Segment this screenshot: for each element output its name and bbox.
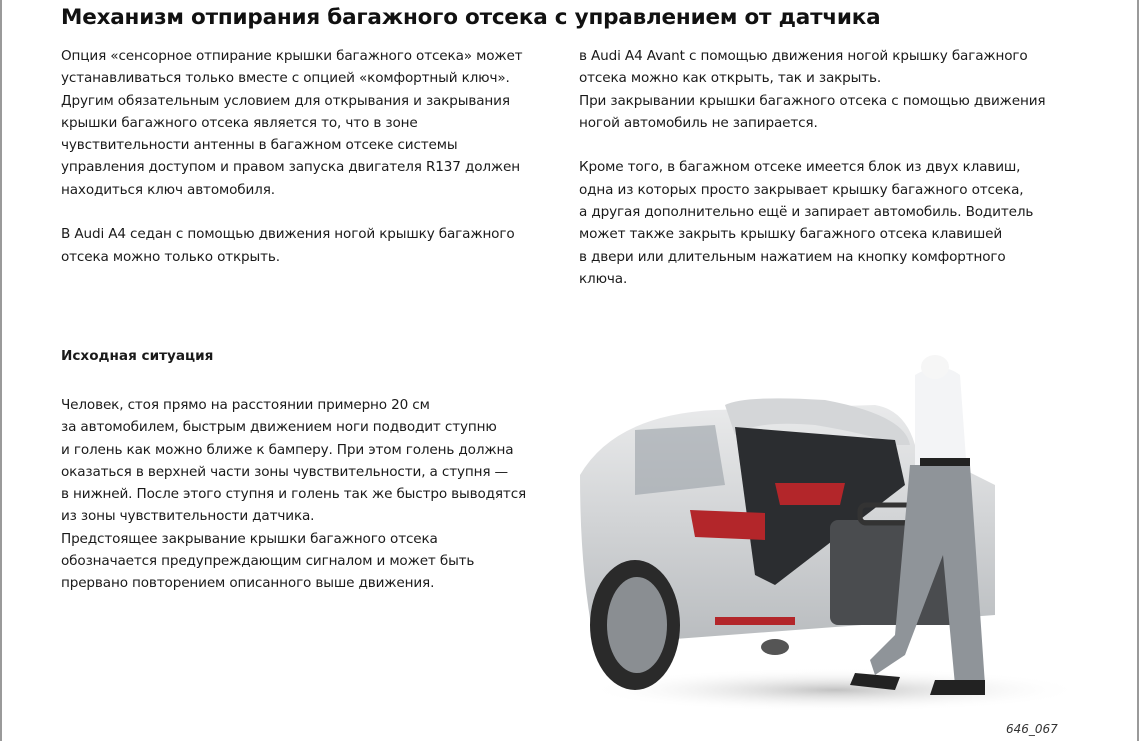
text-line: устанавливаться только вместе с опцией «комфортный ключ». [61, 70, 510, 87]
right-column [579, 45, 1045, 290]
text-line: одна из которых просто закрывает крышку багажного отсека, [579, 181, 1024, 198]
text-line: отсека можно только открыть. [61, 248, 280, 265]
text-line: управления доступом и правом запуска двигателя R137 должен [61, 159, 520, 176]
text-line: за автомобилем, быстрым движением ноги подводит ступню [61, 419, 497, 436]
text-line: прервано повторением описанного выше движения. [61, 575, 435, 592]
text-line: и голень как можно ближе к бамперу. При этом голень должна [61, 441, 514, 458]
text-line: ногой автомобиль не запирается. [579, 114, 818, 131]
section-heading: Исходная ситуация [61, 348, 214, 364]
text-line: Другим обязательным условием для открывания и закрывания [61, 92, 510, 109]
left-column [61, 45, 522, 268]
text-line: может также закрыть крышку багажного отсека клавишей [579, 226, 1003, 243]
text-line: Опция «сенсорное отпирание крышки багажного отсека» может [61, 48, 523, 64]
text-line: Человек, стоя прямо на расстоянии примерно 20 см [61, 397, 430, 413]
page-title: Механизм отпирания багажного отсека с управлением от датчика [61, 5, 881, 30]
text-line: чувствительности антенны в багажном отсеке системы [61, 137, 458, 154]
text-line: Кроме того, в багажном отсеке имеется блок из двух клавиш, [579, 159, 1021, 176]
situation-text [61, 394, 526, 595]
text-line: отсека можно как открыть, так и закрыть. [579, 70, 882, 87]
text-line: обозначается предупреждающим сигналом и может быть [61, 553, 475, 570]
text-line: в двери или длительным нажатием на кнопку комфортного [579, 248, 1006, 265]
car-trunk-illustration [575, 355, 1085, 715]
text-line: При закрывании крышки багажного отсека с помощью движения [579, 92, 1046, 109]
page-border-left [0, 0, 2, 741]
text-line: а другая дополнительно ещё и запирает автомобиль. Водитель [579, 204, 1034, 221]
text-line: Предстоящее закрывание крышки багажного отсека [61, 530, 438, 547]
text-line: в Audi A4 Avant с помощью движения ногой крышку багажного [579, 48, 1028, 64]
text-line: оказаться в верхней части зоны чувствительности, а ступня — [61, 463, 508, 480]
text-line: в нижней. После этого ступня и голень так же быстро выводятся [61, 486, 527, 503]
text-line: ключа. [579, 270, 628, 287]
text-line: из зоны чувствительности датчика. [61, 508, 315, 525]
figure-caption: 646_067 [1006, 722, 1058, 736]
text-line: находиться ключ автомобиля. [61, 181, 275, 198]
text-line: крышки багажного отсека является то, что в зоне [61, 114, 418, 131]
text-line: В Audi A4 седан с помощью движения ногой крышку багажного [61, 226, 515, 243]
